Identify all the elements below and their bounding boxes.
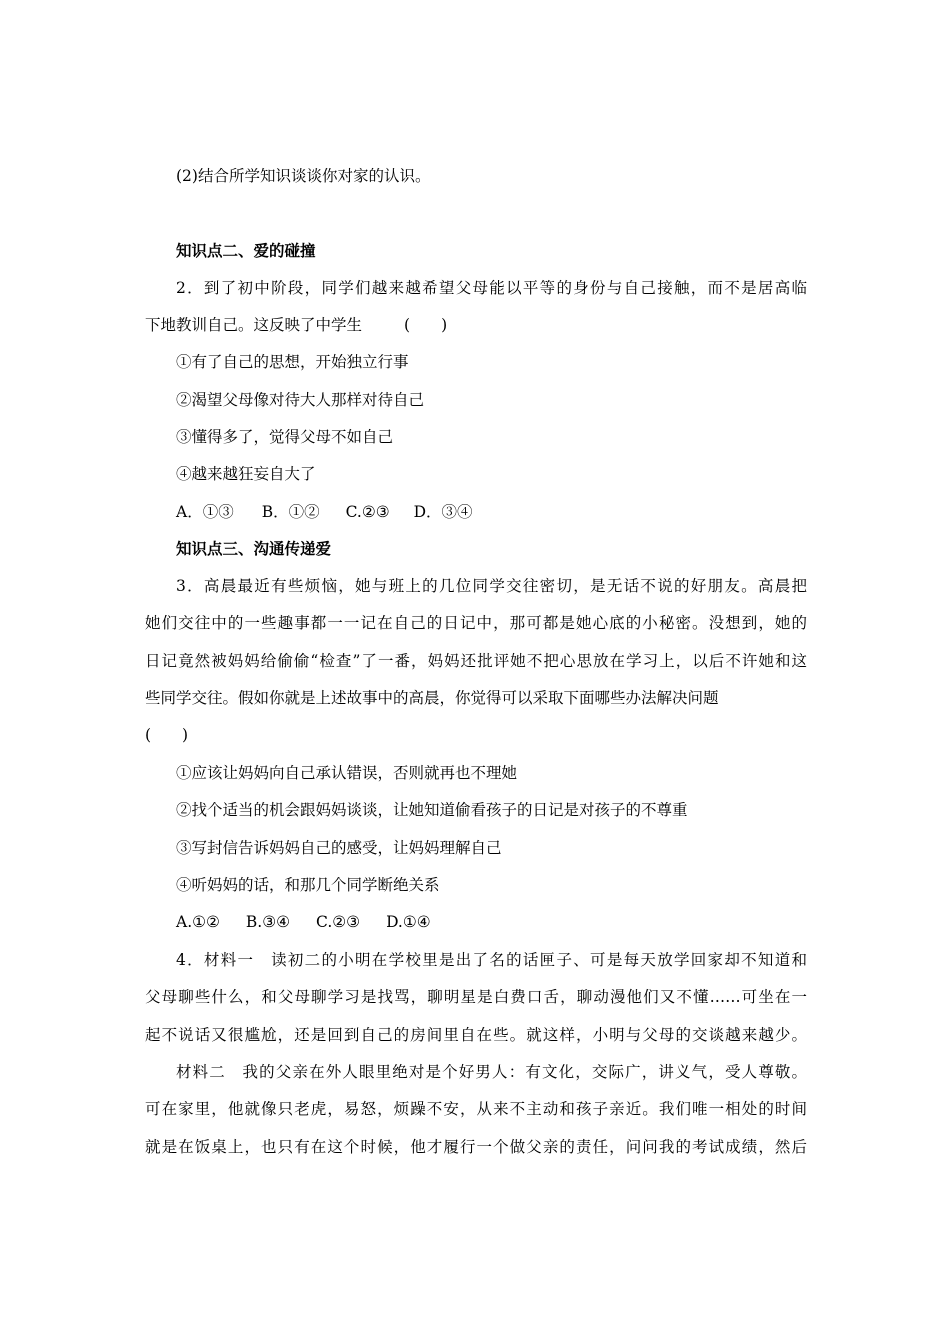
q2-option-d: D．③④	[413, 503, 473, 521]
q1-part2-text: (2)结合所学知识谈谈你对家的认识。	[176, 167, 431, 185]
q4-material2-line3: 就是在饭桌上，也只有在这个时候，他才履行一个做父亲的责任，问问我的考试成绩，然后	[145, 1138, 807, 1156]
section3-heading: 知识点三、沟通传递爱	[176, 539, 332, 558]
q3-option-d: D.①④	[386, 913, 431, 931]
section2-heading: 知识点二、爱的碰撞	[176, 241, 316, 260]
q3-option-c: C.②③	[316, 913, 361, 931]
q3-option-b: B.③④	[245, 913, 291, 931]
q2-answer-bracket: ( )	[404, 316, 448, 334]
q3-item-3: ③写封信告诉妈妈自己的感受，让妈妈理解自己	[176, 839, 502, 857]
q2-stem-line2	[145, 315, 447, 335]
q3-answer-bracket: ( )	[145, 726, 189, 744]
q3-stem-line4: 些同学交往。假如你就是上述故事中的高晨，你觉得可以采取下面哪些办法解决问题	[145, 689, 719, 707]
q3-stem-line2: 她们交往中的一些趣事都一一记在自己的日记中，那可都是她心底的小秘密。没想到，她的	[145, 614, 807, 632]
q2-option-a: A．①③	[176, 503, 234, 521]
q4-material1-line3: 起不说话又很尴尬，还是回到自己的房间里自在些。就这样，小明与父母的交谈越来越少。	[145, 1026, 807, 1044]
q3-stem-line1: 3．高晨最近有些烦恼，她与班上的几位同学交往密切，是无话不说的好朋友。高晨把	[176, 577, 807, 595]
q2-option-c: C.②③	[345, 503, 390, 521]
q3-item-1: ①应该让妈妈向自己承认错误，否则就再也不理她	[176, 764, 518, 782]
q4-material1-line1: 4．材料一 读初二的小明在学校里是出了名的话匣子、可是每天放学回家却不知道和	[176, 951, 807, 969]
q4-material2-line2: 可在家里，他就像只老虎，易怒，烦躁不安，从来不主动和孩子亲近。我们唯一相处的时间	[145, 1100, 807, 1118]
q4-material1-line2: 父母聊些什么，和父母聊学习是找骂，聊明星是白费口舌，聊动漫他们又不懂……可坐在一	[145, 988, 807, 1006]
q2-options	[176, 502, 473, 522]
q3-item-2: ②找个适当的机会跟妈妈谈谈，让她知道偷看孩子的日记是对孩子的不尊重	[176, 801, 688, 819]
q2-option-b: B．①②	[261, 503, 320, 521]
q2-item-3: ③懂得多了，觉得父母不如自己	[176, 428, 394, 446]
q3-item-4: ④听妈妈的话，和那几个同学断绝关系	[176, 876, 440, 894]
q2-stem-line1: 2．到了初中阶段，同学们越来越希望父母能以平等的身份与自己接触，而不是居高临	[176, 279, 807, 297]
q2-item-1: ①有了自己的思想，开始独立行事	[176, 353, 409, 371]
q3-option-a: A.①②	[176, 913, 220, 931]
q2-item-4: ④越来越狂妄自大了	[176, 465, 316, 483]
q2-stem-line2-text: 下地教训自己。这反映了中学生	[145, 316, 363, 334]
q4-material2-line1: 材料二 我的父亲在外人眼里绝对是个好男人：有文化，交际广，讲义气，受人尊敬。	[176, 1063, 807, 1081]
q2-item-2: ②渴望父母像对待大人那样对待自己	[176, 391, 425, 409]
q3-stem-line3: 日记竟然被妈妈给偷偷“检查”了一番，妈妈还批评她不把心思放在学习上，以后不许她和这	[145, 652, 807, 670]
q3-options	[176, 912, 431, 932]
